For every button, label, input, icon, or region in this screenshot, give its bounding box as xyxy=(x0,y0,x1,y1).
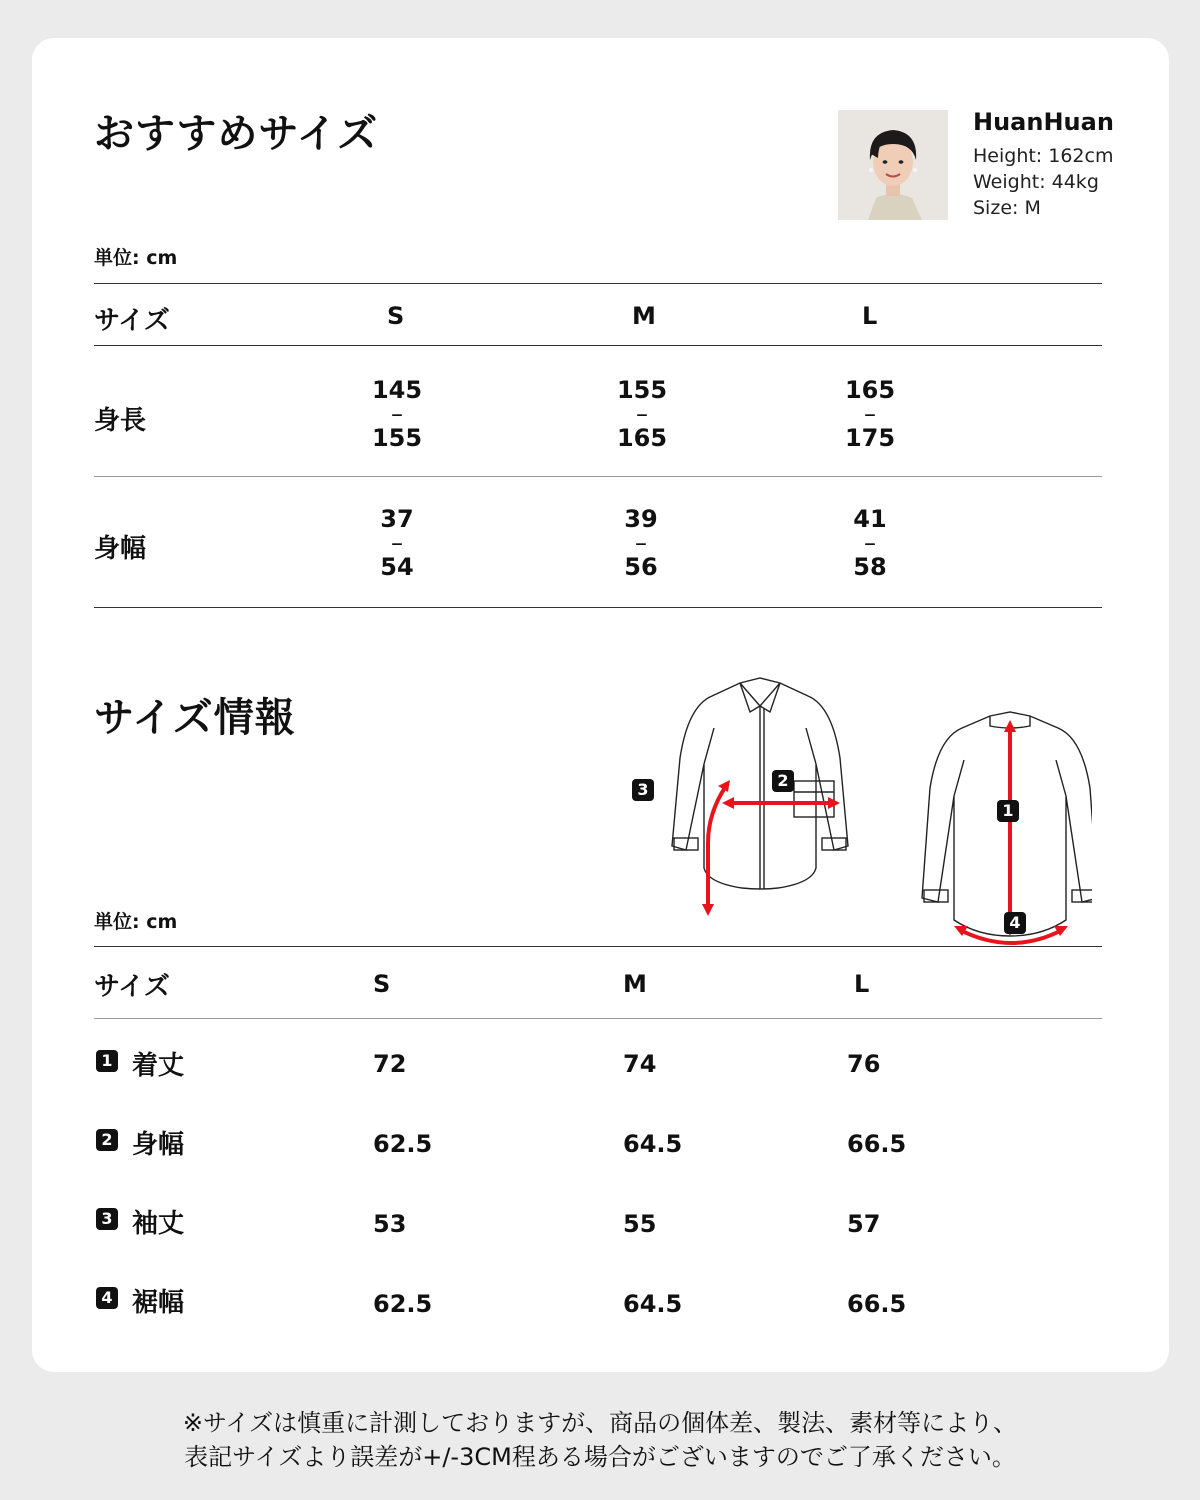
range-cell: 165 – 175 xyxy=(844,376,896,452)
row-label: 身幅 xyxy=(94,534,147,564)
table-rule xyxy=(94,1018,1102,1019)
value-s: 62.5 xyxy=(373,1130,433,1158)
header-size: サイズ xyxy=(94,306,170,336)
row-number-badge: 4 xyxy=(96,1287,118,1309)
header-s: S xyxy=(387,302,405,330)
table-rule xyxy=(94,476,1102,477)
header-l: L xyxy=(862,302,878,330)
header-size: サイズ xyxy=(94,972,170,1002)
range-cell: 37 – 54 xyxy=(380,505,414,581)
table-rule xyxy=(94,283,1102,284)
value-l: 66.5 xyxy=(847,1130,907,1158)
info-unit: 単位: cm xyxy=(94,911,178,933)
range-cell: 145 – 155 xyxy=(371,376,423,452)
value-l: 57 xyxy=(847,1210,881,1238)
value-l: 76 xyxy=(847,1050,881,1078)
value-m: 74 xyxy=(623,1050,657,1078)
shirt-measurement-diagram xyxy=(622,668,1092,948)
measurement-arrows xyxy=(702,720,1068,943)
value-l: 66.5 xyxy=(847,1290,907,1318)
row-number-badge: 3 xyxy=(96,1208,118,1230)
table-rule xyxy=(94,946,1102,947)
row-label: 裾幅 xyxy=(132,1288,185,1318)
shirt-front-icon xyxy=(672,678,848,889)
model-height: Height: 162cm xyxy=(973,145,1114,167)
value-m: 55 xyxy=(623,1210,657,1238)
row-label: 身幅 xyxy=(132,1130,185,1160)
value-s: 53 xyxy=(373,1210,407,1238)
range-cell: 155 – 165 xyxy=(616,376,668,452)
value-s: 62.5 xyxy=(373,1290,433,1318)
diagram-badge-2: 2 xyxy=(772,770,794,792)
header-m: M xyxy=(623,970,647,998)
range-cell: 39 – 56 xyxy=(624,505,658,581)
recommend-unit: 単位: cm xyxy=(94,247,178,269)
model-name: HuanHuan xyxy=(973,108,1114,136)
row-label: 着丈 xyxy=(132,1051,185,1081)
disclaimer-line-2: 表記サイズより誤差が+/-3CM程ある場合がございますのでご了承ください。 xyxy=(184,1443,1016,1471)
table-rule xyxy=(94,607,1102,608)
value-s: 72 xyxy=(373,1050,407,1078)
disclaimer-line-1: ※サイズは慎重に計測しておりますが、商品の個体差、製法、素材等により、 xyxy=(182,1409,1018,1437)
model-size: Size: M xyxy=(973,197,1041,219)
recommend-title: おすすめサイズ xyxy=(94,111,379,157)
value-m: 64.5 xyxy=(623,1290,683,1318)
info-title: サイズ情報 xyxy=(94,695,296,741)
diagram-badge-1: 1 xyxy=(997,800,1019,822)
row-label: 袖丈 xyxy=(132,1209,185,1239)
row-number-badge: 1 xyxy=(96,1050,118,1072)
header-s: S xyxy=(373,970,391,998)
table-rule xyxy=(94,345,1102,346)
range-cell: 41 – 58 xyxy=(853,505,887,581)
diagram-badge-3: 3 xyxy=(632,779,654,801)
size-card xyxy=(32,38,1169,1372)
model-weight: Weight: 44kg xyxy=(973,171,1099,193)
value-m: 64.5 xyxy=(623,1130,683,1158)
shirt-back-icon xyxy=(922,712,1092,936)
header-m: M xyxy=(632,302,656,330)
model-photo xyxy=(838,110,948,220)
header-l: L xyxy=(854,970,870,998)
row-number-badge: 2 xyxy=(96,1129,118,1151)
diagram-badge-4: 4 xyxy=(1004,912,1026,934)
row-label: 身長 xyxy=(94,406,147,436)
